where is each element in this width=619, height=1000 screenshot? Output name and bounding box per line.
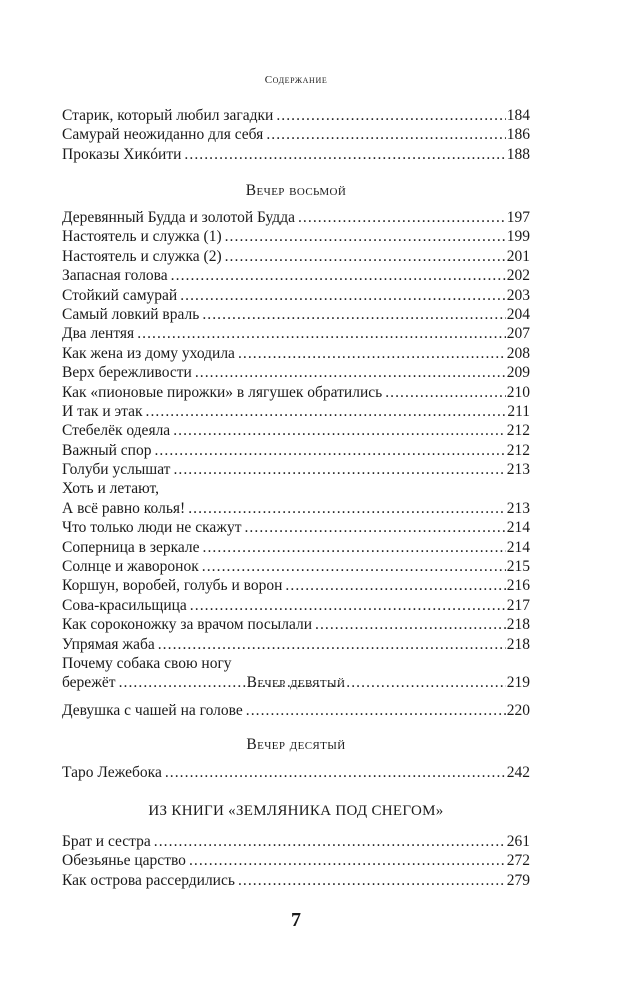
dot-leader bbox=[165, 763, 506, 782]
toc-entry-title: Стойкий самурай bbox=[62, 286, 178, 304]
toc-entry-page: 209 bbox=[506, 364, 530, 382]
toc-entry-title: Таро Лежебока bbox=[62, 764, 162, 781]
toc-entry[interactable] bbox=[62, 441, 530, 460]
section-heading-evening-10: Вечер десятый bbox=[246, 736, 346, 753]
toc-entry[interactable] bbox=[62, 145, 530, 164]
dot-leader bbox=[225, 227, 506, 246]
toc-entry-page: 272 bbox=[506, 852, 530, 870]
dot-leader bbox=[238, 871, 506, 890]
dot-leader bbox=[188, 499, 506, 518]
toc-entry-title: бережёт bbox=[62, 674, 116, 692]
dot-leader bbox=[315, 615, 506, 634]
toc-entry-title: И так и этак bbox=[62, 402, 143, 420]
toc-entry[interactable] bbox=[62, 247, 530, 266]
toc-entry-title: Как «пионовые пирожки» в лягушек обратились bbox=[62, 383, 383, 401]
dot-leader bbox=[171, 266, 506, 285]
toc-entry-title: Два лентяя bbox=[62, 325, 135, 343]
dot-leader bbox=[298, 208, 506, 227]
toc-entry-title: Соперница в зеркале bbox=[62, 538, 200, 556]
toc-entry-page: 208 bbox=[506, 344, 530, 362]
toc-entry[interactable] bbox=[62, 576, 530, 595]
toc-entry-title: Стебелёк одеяла bbox=[62, 422, 171, 440]
toc-block-evening-10 bbox=[62, 763, 530, 782]
toc-entry-page: 210 bbox=[506, 383, 530, 401]
toc-entry[interactable] bbox=[62, 851, 530, 870]
dot-leader bbox=[154, 441, 505, 460]
toc-entry[interactable] bbox=[62, 557, 530, 576]
toc-entry-title: Коршун, воробей, голубь и ворон bbox=[62, 577, 283, 595]
toc-entry[interactable] bbox=[62, 363, 530, 382]
toc-entry-title: Солнце и жаворонок bbox=[62, 558, 199, 576]
toc-entry-title: Деревянный Будда и золотой Будда bbox=[62, 209, 295, 226]
dot-leader bbox=[180, 286, 506, 305]
dot-leader bbox=[238, 344, 506, 363]
dot-leader bbox=[189, 851, 506, 870]
dot-leader bbox=[285, 576, 505, 595]
toc-entry-page: 202 bbox=[506, 267, 530, 285]
toc-entry[interactable] bbox=[62, 615, 530, 634]
dot-leader bbox=[246, 701, 506, 720]
toc-entry-title: Сова-красильщица bbox=[62, 596, 187, 614]
toc-entry[interactable] bbox=[62, 460, 530, 479]
toc-entry-title: Девушка с чашей на голове bbox=[62, 702, 243, 719]
toc-entry[interactable] bbox=[62, 832, 530, 851]
dot-leader bbox=[266, 125, 505, 144]
toc-entry-page: 220 bbox=[506, 702, 530, 719]
dot-leader bbox=[202, 557, 506, 576]
toc-entry-page: 218 bbox=[506, 635, 530, 653]
toc-entry[interactable] bbox=[62, 538, 530, 557]
toc-entry-title: Брат и сестра bbox=[62, 833, 151, 850]
dot-leader bbox=[195, 363, 506, 382]
toc-block-evening-8 bbox=[62, 208, 530, 693]
dot-leader bbox=[158, 635, 506, 654]
toc-entry[interactable] bbox=[62, 227, 530, 246]
dot-leader bbox=[184, 145, 505, 164]
dot-leader bbox=[190, 596, 506, 615]
toc-entry-page: 197 bbox=[506, 209, 530, 226]
toc-entry-page: 279 bbox=[506, 871, 530, 889]
toc-entry-title: Упрямая жаба bbox=[62, 635, 155, 653]
toc-entry-page: 211 bbox=[507, 402, 530, 420]
toc-entry[interactable] bbox=[62, 286, 530, 305]
toc-entry-title: Обезьянье царство bbox=[62, 852, 186, 870]
toc-entry[interactable] bbox=[62, 266, 530, 285]
toc-entry[interactable] bbox=[62, 701, 530, 720]
toc-entry[interactable] bbox=[62, 871, 530, 890]
toc-entry[interactable] bbox=[62, 125, 530, 144]
toc-entry-title: А всё равно колья! bbox=[62, 499, 186, 517]
toc-entry-page: 215 bbox=[506, 558, 530, 576]
toc-entry[interactable] bbox=[62, 324, 530, 343]
toc-entry-title: Как острова рассердились bbox=[62, 871, 235, 889]
toc-entry-page: 188 bbox=[506, 145, 530, 163]
toc-entry-title-line-1: Почему собака свою ногу bbox=[62, 654, 232, 672]
toc-entry[interactable] bbox=[62, 635, 530, 654]
toc-entry[interactable] bbox=[62, 596, 530, 615]
dot-leader bbox=[154, 832, 506, 851]
toc-entry-page: 213 bbox=[506, 461, 530, 479]
toc-entry-title: Голуби услышат bbox=[62, 461, 171, 479]
toc-entry[interactable] bbox=[62, 421, 530, 440]
toc-entry-title: Старик, который любил загадки bbox=[62, 107, 274, 124]
book-heading: ИЗ КНИГИ «ЗЕМЛЯНИКА ПОД СНЕГОМ» bbox=[148, 803, 444, 819]
toc-entry-title: Настоятель и служка (1) bbox=[62, 228, 222, 246]
toc-entry[interactable] bbox=[62, 106, 530, 125]
dot-leader bbox=[146, 402, 507, 421]
section-heading-evening-9: Вечер девятый bbox=[246, 674, 346, 691]
toc-entry-page: 219 bbox=[506, 674, 530, 692]
toc-entry-page: 204 bbox=[506, 305, 530, 323]
dot-leader bbox=[137, 324, 506, 343]
toc-entry-page: 199 bbox=[506, 228, 530, 246]
dot-leader bbox=[173, 460, 505, 479]
toc-entry[interactable] bbox=[62, 208, 530, 227]
toc-block-evening-9 bbox=[62, 701, 530, 720]
toc-entry-page: 203 bbox=[506, 286, 530, 304]
toc-entry[interactable] bbox=[62, 402, 530, 421]
toc-entry-page: 217 bbox=[506, 596, 530, 614]
toc-entry-title: Настоятель и служка (2) bbox=[62, 247, 222, 265]
toc-entry-page: 207 bbox=[506, 325, 530, 343]
toc-entry-title-line-1: Хоть и летают, bbox=[62, 480, 159, 498]
toc-entry-title: Запасная голова bbox=[62, 267, 168, 285]
toc-entry-page: 214 bbox=[506, 519, 530, 537]
toc-entry-page: 261 bbox=[506, 833, 530, 850]
running-head: Содержание bbox=[264, 74, 328, 86]
dot-leader bbox=[203, 538, 506, 557]
toc-entry-title: Как жена из дому уходила bbox=[62, 344, 235, 362]
toc-entry-title: Важный спор bbox=[62, 441, 152, 459]
toc-entry-page: 212 bbox=[506, 422, 530, 440]
toc-entry[interactable] bbox=[62, 344, 530, 363]
toc-entry-page: 213 bbox=[506, 499, 530, 517]
toc-entry-title: Как сороконожку за врачом посылали bbox=[62, 616, 312, 634]
toc-entry-page: 216 bbox=[506, 577, 530, 595]
toc-entry-page: 218 bbox=[506, 616, 530, 634]
toc-entry[interactable] bbox=[62, 305, 530, 324]
dot-leader bbox=[244, 518, 505, 537]
toc-entry[interactable] bbox=[62, 763, 530, 782]
section-heading-evening-8: Вечер восьмой bbox=[245, 182, 347, 199]
toc-entry-title: Самый ловкий враль bbox=[62, 305, 200, 323]
toc-entry-page: 186 bbox=[506, 126, 530, 144]
toc-block-top bbox=[62, 106, 530, 164]
toc-entry[interactable] bbox=[62, 499, 530, 518]
toc-entry-title: Самурай неожиданно для себя bbox=[62, 126, 264, 144]
dot-leader bbox=[202, 305, 505, 324]
toc-entry-page: 212 bbox=[506, 441, 530, 459]
toc-entry[interactable] bbox=[62, 383, 530, 402]
toc-entry-page: 242 bbox=[506, 764, 530, 781]
toc-block-book bbox=[62, 832, 530, 890]
toc-entry-title: Проказы Хикóити bbox=[62, 145, 182, 163]
dot-leader bbox=[225, 247, 506, 266]
dot-leader bbox=[385, 383, 506, 402]
toc-entry-page: 214 bbox=[506, 538, 530, 556]
toc-entry-title: Верх бережливости bbox=[62, 364, 192, 382]
toc-entry-page: 184 bbox=[506, 107, 530, 124]
toc-entry-page: 201 bbox=[506, 247, 530, 265]
dot-leader bbox=[173, 421, 506, 440]
page-number: 7 bbox=[291, 909, 301, 931]
toc-entry[interactable] bbox=[62, 518, 530, 537]
toc-entry-title: Что только люди не скажут bbox=[62, 519, 242, 537]
dot-leader bbox=[276, 106, 505, 125]
